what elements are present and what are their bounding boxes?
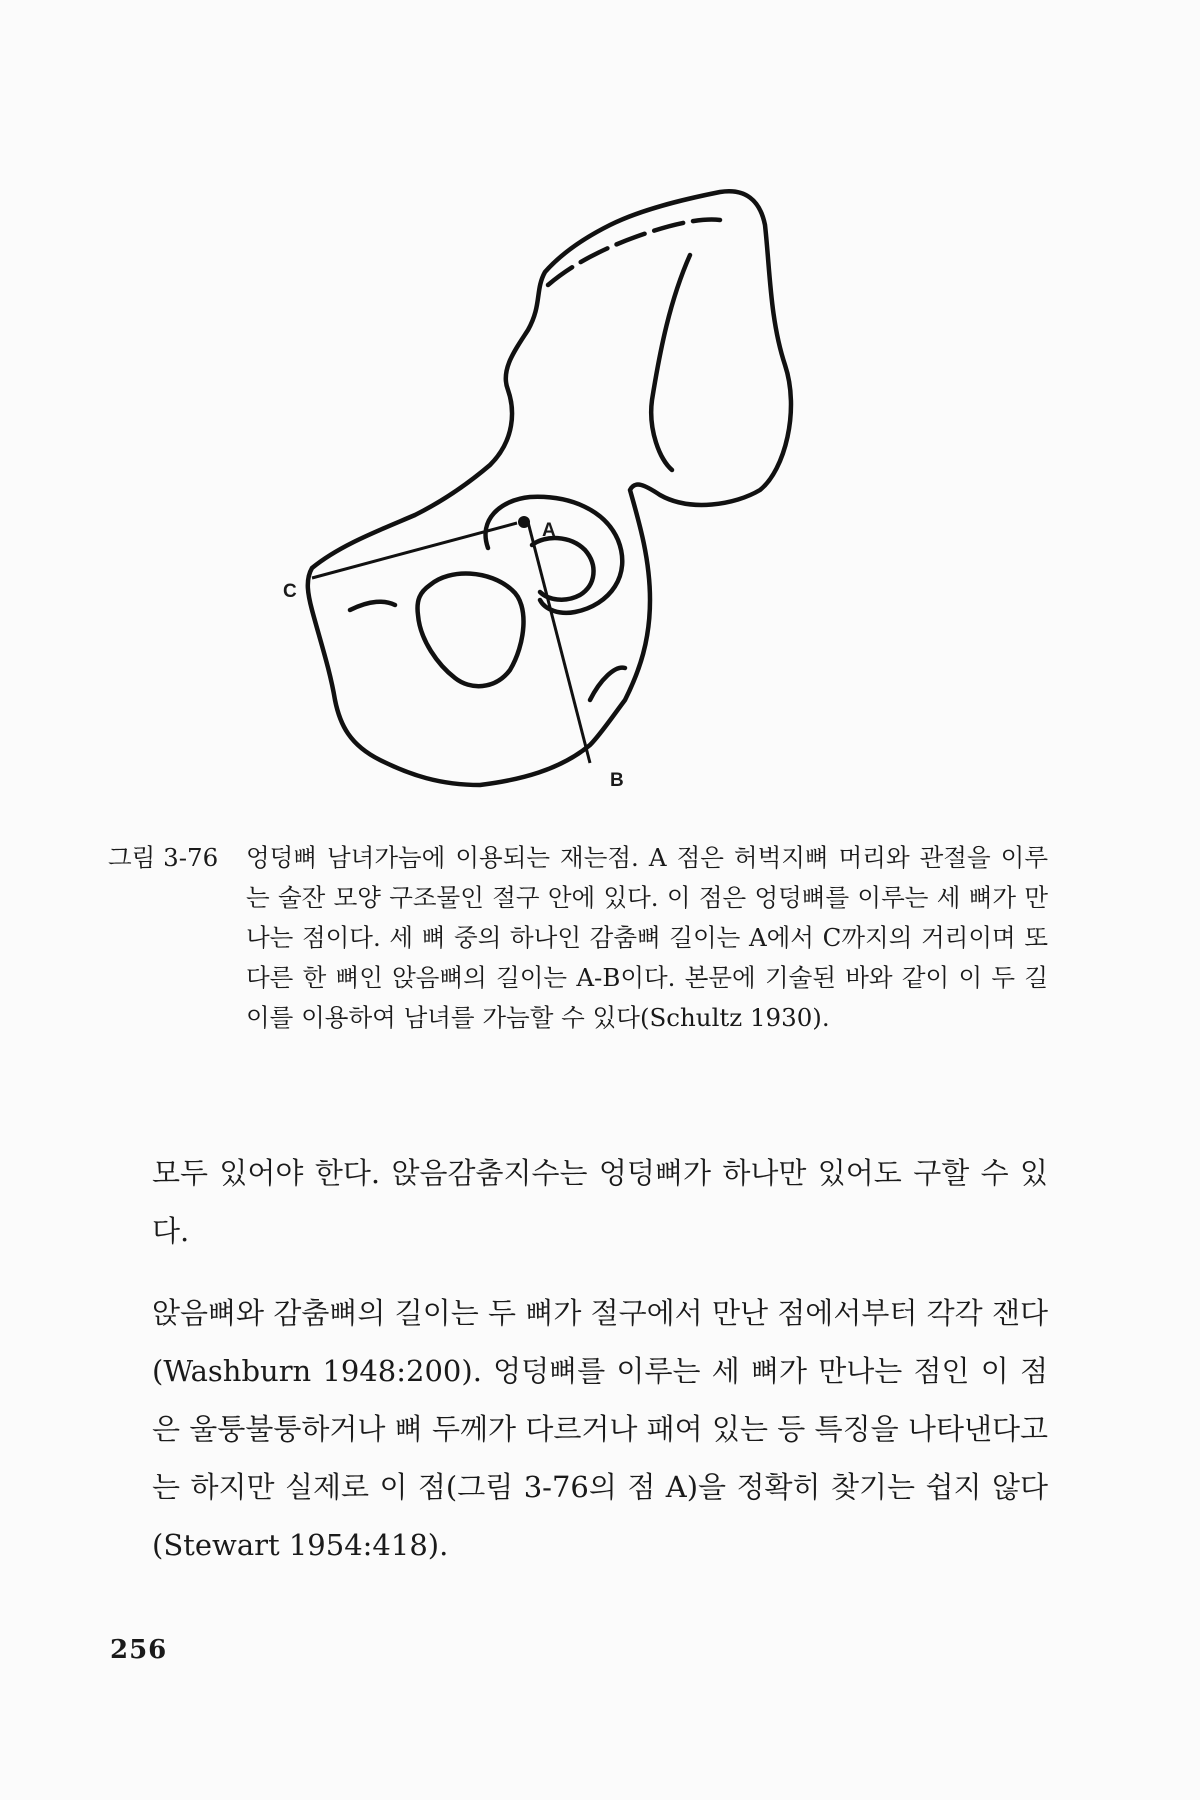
ischial-detail (590, 668, 625, 700)
page-number: 256 (110, 1635, 168, 1665)
acetabulum-rim (486, 497, 623, 613)
figure-caption (108, 838, 1048, 1038)
obturator-foramen (418, 574, 524, 687)
body-paragraph-2: 앉음뼈와 감춤뼈의 길이는 두 뼈가 절구에서 만난 점에서부터 각각 잰다(Washburn 1948:200). 엉덩뼈를 이루는 세 뼈가 만나는 점인 이 점은 울퉁불퉁하거나 뼈 두께가 다르거나 패여 있는 등 특징을 나타낸다고는 하지만 실제로 이 점(그림 3-76의 점 A)을 정확히 찾기는 쉽지 않다(Stewart 1954:418). (152, 1296, 1048, 1562)
pelvis-figure (0, 0, 1200, 800)
label-a: A (542, 520, 556, 541)
iliac-crest-inner (548, 220, 720, 286)
label-c: C (283, 581, 297, 602)
caption-number: 그림 3-76 (108, 843, 219, 872)
body-paragraph-1: 모두 있어야 한다. 앉음감춤지수는 엉덩뼈가 하나만 있어도 구할 수 있다. (152, 1156, 1048, 1248)
caption-text: 엉덩뼈 남녀가늠에 이용되는 재는점. A 점은 허벅지뼈 머리와 관절을 이루는 술잔 모양 구조물인 절구 안에 있다. 이 점은 엉덩뼈를 이루는 세 뼈가 만나는 점이다. 세 뼈 중의 하나인 감춤뼈 길이는 A에서 C까지의 거리이며 또 다른 한 뼈인 앉음뼈의 길이는 A-B이다. 본문에 기술된 바와 같이 이 두 길이를 이용하여 남녀를 가늠할 수 있다(Schultz 1930). (246, 843, 1048, 1032)
pubic-detail (350, 602, 395, 610)
point-a-marker (518, 516, 530, 528)
ilium-inner-line (651, 255, 690, 470)
label-b: B (610, 770, 624, 791)
line-a-b (528, 522, 590, 763)
line-a-c (312, 523, 517, 578)
hip-bone-outline (308, 191, 791, 785)
